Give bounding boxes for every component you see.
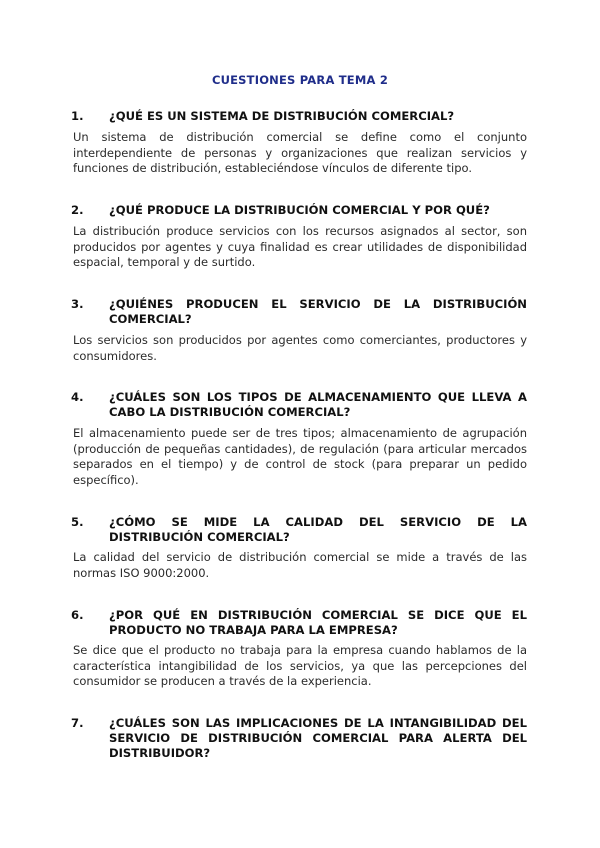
question-text: ¿POR QUÉ EN DISTRIBUCIÓN COMERCIAL SE DICE QUE EL PRODUCTO NO TRABAJA PARA LA EMPRESA? (109, 608, 527, 637)
question-number: 1. (71, 109, 84, 123)
question-7 (73, 716, 527, 761)
question-text: ¿CUÁLES SON LOS TIPOS DE ALMACENAMIENTO QUE LLEVA A CABO LA DISTRIBUCIÓN COMERCIAL? (109, 390, 527, 419)
page-title: CUESTIONES PARA TEMA 2 (211, 73, 389, 87)
question-number: 4. (71, 390, 84, 404)
answer-4: El almacenamiento puede ser de tres tipos; almacenamiento de agrupación (producción de pequeñas cantidades), de regulación (para articular mercados separados en el tiempo) y de control de stock (para preparar un pedido específico). (73, 426, 527, 487)
question-number: 7. (71, 716, 84, 730)
question-number: 5. (71, 515, 84, 529)
question-text: ¿CÓMO SE MIDE LA CALIDAD DEL SERVICIO DE LA DISTRIBUCIÓN COMERCIAL? (109, 515, 527, 544)
question-1 (73, 109, 527, 124)
answer-1: Un sistema de distribución comercial se define como el conjunto interdependiente de personas y organizaciones que realizan servicios y funciones de distribución, estableciéndose vínculos de diferente tipo. (73, 130, 527, 176)
answer-3: Los servicios son producidos por agentes como comerciantes, productores y consumidores. (73, 333, 527, 363)
question-text: ¿QUÉ ES UN SISTEMA DE DISTRIBUCIÓN COMERCIAL? (109, 109, 455, 123)
question-6 (73, 608, 527, 638)
question-text: ¿QUÉ PRODUCE LA DISTRIBUCIÓN COMERCIAL Y POR QUÉ? (109, 203, 490, 217)
question-4 (73, 390, 527, 420)
question-number: 3. (71, 297, 84, 311)
answer-6: Se dice que el producto no trabaja para la empresa cuando hablamos de la característica intangibilidad de los servicios, ya que las percepciones del consumidor se producen a través de la experiencia. (73, 643, 527, 689)
question-5 (73, 515, 527, 545)
answer-5: La calidad del servicio de distribución comercial se mide a través de las normas ISO 9000:2000. (73, 550, 527, 580)
question-number: 6. (71, 608, 84, 622)
question-2 (73, 203, 527, 218)
question-3 (73, 297, 527, 327)
question-text: ¿CUÁLES SON LAS IMPLICACIONES DE LA INTANGIBILIDAD DEL SERVICIO DE DISTRIBUCIÓN COMERCIAL PARA ALERTA DEL DISTRIBUIDOR? (109, 716, 527, 760)
question-number: 2. (71, 203, 84, 217)
answer-2: La distribución produce servicios con los recursos asignados al sector, son producidos por agentes y cuya finalidad es crear utilidades de disponibilidad espacial, temporal y de surtido. (73, 224, 527, 270)
question-text: ¿QUIÉNES PRODUCEN EL SERVICIO DE LA DISTRIBUCIÓN COMERCIAL? (109, 297, 527, 326)
